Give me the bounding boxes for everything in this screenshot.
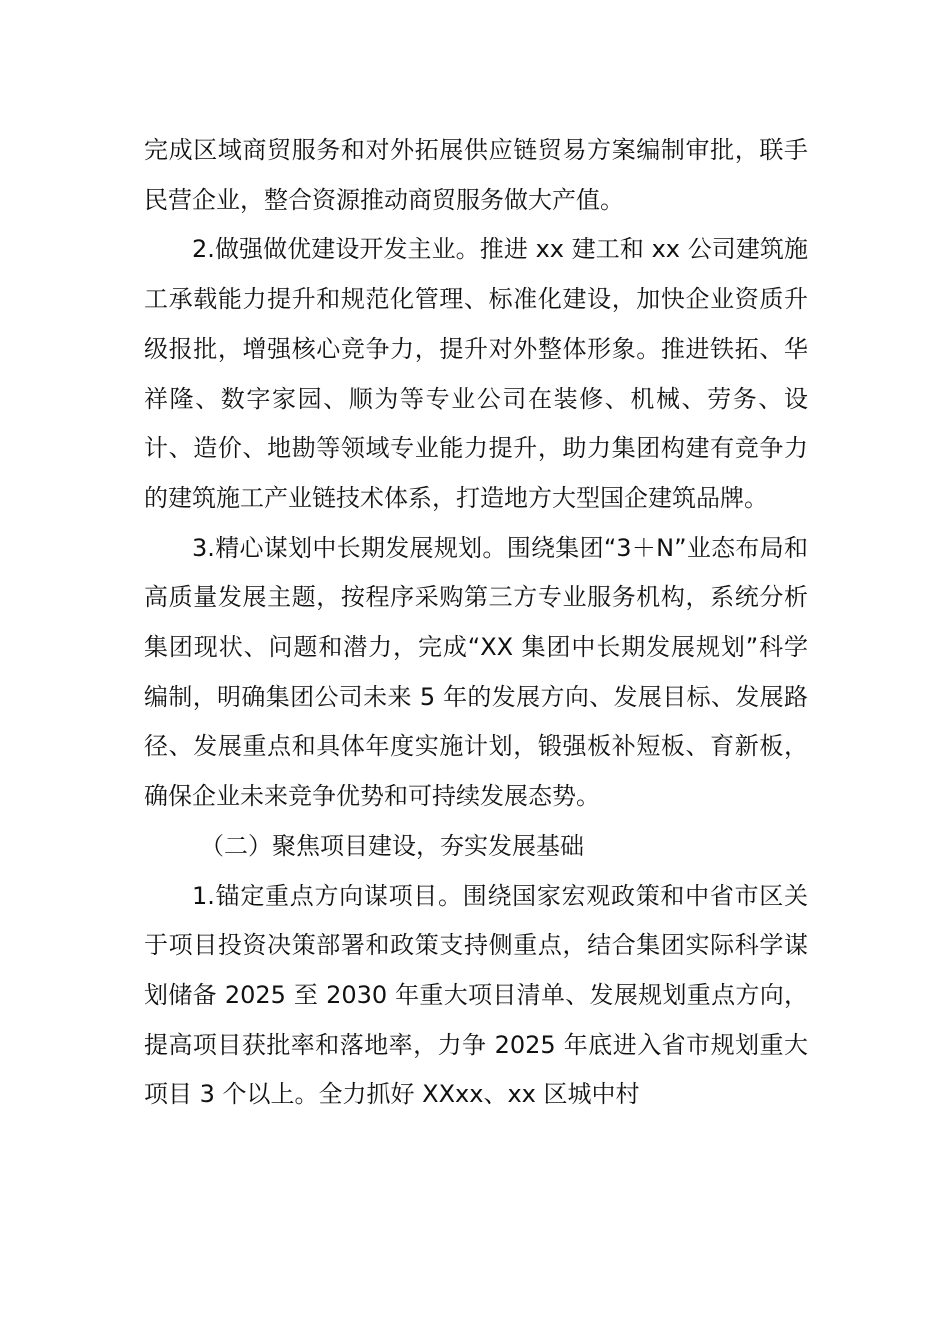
text-line: 系统分析集团现状、问题和潜力，完成“XX 集团中长期发展 [144,583,809,662]
text-line: 2.做强做优建设开发主业。推进 xx 建工和 xx 公司建 [192,235,760,264]
text-line: 推进铁拓、华祥隆、数字家园、顺为等专业公司在装修、 [144,334,808,413]
text-line: 关于项目投资决策部署和政策支持侧重点，结合集团实际 [144,881,808,960]
text-line: 联手民营企业，整合资源推动商贸服务做大产值。 [144,136,809,214]
text-line: 筑施工承载能力提升和规范化管理、标准化建设，加快企 [144,235,808,314]
paragraph-construction [144,225,808,523]
text-line: 科学谋划储备 2025 至 2030 年重大项目清单、发展规划重 [144,931,809,1009]
text-line: 补短板、育新板，确保企业未来竞争优势和可持续发展态 [144,732,809,811]
paragraph-planning [144,524,808,822]
text-line: 规划”科学编制，明确集团公司未来 5 年的发展方向、发展 [144,633,808,711]
text-line: 点方向，提高项目获批率和落地率，力争 2025 年底进入省 [144,980,809,1059]
document-body [144,126,808,1120]
paragraph-projects [144,872,808,1121]
text-line: 目标、发展路径、发展重点和具体年度实施计划，锻强板 [144,682,809,761]
text-line: 3.精心谋划中长期发展规划。围绕集团“3＋N”业态布 [192,533,760,562]
text-line: 业资质升级报批，增强核心竞争力，提升对外整体形象。 [144,285,809,363]
text-line: 1.锚定重点方向谋项目。围绕国家宏观政策和中省市区 [192,881,784,910]
section-heading [144,822,808,872]
text-line: （二）聚焦项目建设，夯实发展基础 [200,831,584,860]
paragraph-continuation [144,126,808,225]
text-line: 机械、劳务、设计、造价、地勘等领域专业能力提升，助 [144,384,809,463]
text-line: 方大型国企建筑品牌。 [528,483,768,512]
text-line: 完成区域商贸服务和对外拓展供应链贸易方案编制审批， [144,136,760,164]
text-line: 力集团构建有竞争力的建筑施工产业链技术体系，打造地 [144,434,809,512]
text-line: 市规划重大项目 3 个以上。全力抓好 XXxx、xx 区城中村 [144,1030,809,1109]
text-line: 势。 [552,782,600,811]
text-line: 局和高质量发展主题，按程序采购第三方专业服务机构， [144,533,808,612]
